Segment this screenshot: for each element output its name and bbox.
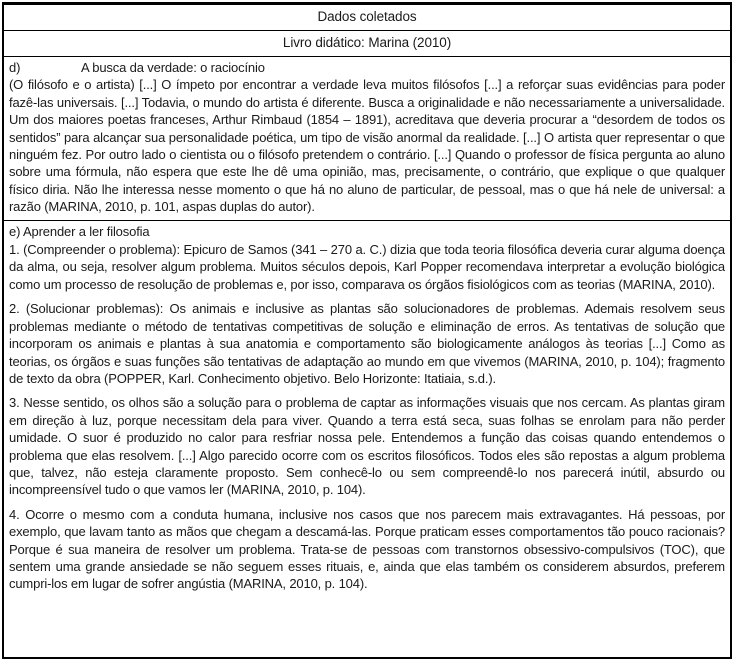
section-e-paragraph-3: 3. Nesse sentido, os olhos são a solução para o problema de captar as informações visuais que nos cercam. As plantas giram em direção à luz, porque necessitam dela para viver. Quando a terra está seca, suas folhas se enrolam para não perder umidade. O suor é produzido no calor para resfriar nossa pele. Entendemos a função das coisas quando entendemos o problema que elas resolvem. [...] Algo parecido ocorre com os escritos filosóficos. Todos eles são repostas a algum problema que, talvez, não esteja claramente proposto. Sem conhecê-lo ou sem compreendê-lo nos parecerá inútil, absurdo ou incompreensível tudo o que vamos ler (MARINA, 2010, p. 104). [9,395,725,498]
section-d-heading: A busca da verdade: o raciocínio [81,60,265,75]
section-e-paragraph-1: 1. (Compreender o problema): Epicuro de Samos (341 – 270 a. C.) dizia que toda teoria filosófica deveria curar alguma doença da alma, ou seja, resolver algum problema. Muitos séculos depois, Karl Popper recomendava interpretar a evolução biológica como um processo de resolução de problemas e, por isso, comparava os órgãos fisiológicos com as teorias (MARINA, 2010). [9,242,725,292]
table-subtitle: Livro didático: Marina (2010) [4,31,730,57]
section-d-body: (O filósofo e o artista) [...] O ímpeto por encontrar a verdade leva muitos filósofos [...] a reforçar suas evidências para poder fazê-las universais. [...] Todavia, o mundo do artista é diferente. Busca a originalidade e não necessariamente a universalidade. Um dos maiores poetas franceses, Arthur Rimbaud (1854 – 1891), acreditava que deveria procurar a “desordem de todos os sentidos” para alcançar sua personalidade poética, um tipo de visão anormal da realidade. [...] O artista quer representar o que ninguém fez. Por outro lado o cientista ou o filósofo pretendem o contrário. [...] Quando o professor de física pergunta ao aluno sobre uma fórmula, não espera que este lhe dê uma opinião, mas, precisamente, o contrário, que explique o que qualquer físico diria. Não lhe interessa nesse momento o que há no aluno de particular, de pessoal, mas o que há nele de universal: a razão (MARINA, 2010, p. 101, aspas duplas do autor). [9,77,725,215]
table-title: Dados coletados [4,5,730,31]
section-e-heading: e) Aprender a ler filosofia [9,223,150,239]
section-e-paragraph-4: 4. Ocorre o mesmo com a conduta humana, inclusive nos casos que nos parecem mais extravagantes. Há pessoas, por exemplo, que lavam tanto as mãos que chegam a descamá-las. Porque praticam esses comportamentos tão pouco racionais? Porque é sua maneira de resolver um problema. Trata-se de pessoas com transtornos obsessivo-compulsivos (TOC), que sentem uma grande ansiedade se não seguem esses rituais, e, ainda que elas também os considerem absurdos, preferem cumpri-los em lugar de sofrer angústia (MARINA, 2010, p. 104). [9,506,725,592]
section-d-label: d) [9,60,21,75]
section-e-paragraph-2: 2. (Solucionar problemas): Os animais e inclusive as plantas são solucionadores de problemas. Ademais resolvem seus problemas mediante o método de tentativas competitivas de solução e eliminação de erros. As tentativas de solução que incorporam os animais e plantas à sua anatomia e comportamento são biologicamente análogos às teorias [...] Como as teorias, os órgãos e suas funções são tentativas de adaptação ao mundo em que vivemos (MARINA, 2010, p. 104); fragmento de texto da obra (POPPER, Karl. Conhecimento objetivo. Belo Horizonte: Itatiaia, s.d.). [9,301,725,386]
section-d-cell [4,57,730,221]
data-table [2,2,732,659]
section-e-cell [4,221,730,597]
section-d-heading-row [9,59,725,76]
